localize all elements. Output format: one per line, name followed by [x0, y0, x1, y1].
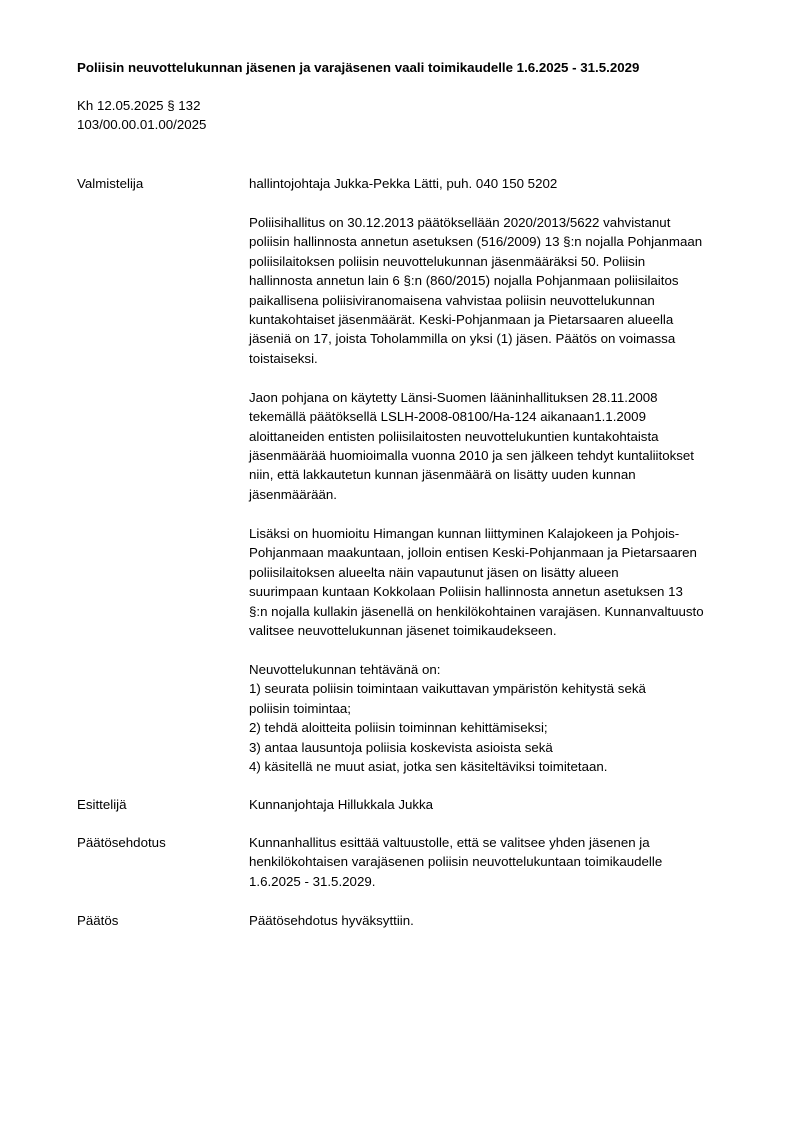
- text-line: poliisin toimintaa;: [249, 700, 351, 716]
- text-line: 3) antaa lausuntoja poliisia koskevista asioista sekä: [249, 739, 553, 755]
- meta-block: [77, 96, 477, 135]
- text-line: poliisilaitoksen poliisin neuvottelukunnan jäsenmääräksi 50. Poliisin: [249, 253, 646, 269]
- text-line: poliisilaitoksen alueelta näin vapautunut jäsen on lisätty alueen: [249, 564, 619, 580]
- text-line: 1) seurata poliisin toimintaan vaikuttavan ympäristön kehitystä sekä: [249, 681, 646, 697]
- text-line: hallinnosta annetun lain 6 §:n (860/2015) nojalla Pohjanmaan poliisilaitos: [249, 273, 679, 289]
- meeting-reference: Kh 12.05.2025 § 132: [77, 98, 201, 113]
- decision-line: Päätösehdotus hyväksyttiin.: [249, 913, 414, 928]
- text-line: Pohjanmaan maakuntaan, jolloin entisen Keski-Pohjanmaan ja Pietarsaaren: [249, 545, 697, 561]
- text-line: aloittaneiden entisten poliisilaitosten neuvottelukuntien kuntakohtaista: [249, 428, 659, 444]
- text-line: niin, että lakkautetun kunnan jäsenmäärä on lisätty uuden kunnan: [249, 467, 636, 483]
- paragraph-3: [249, 524, 759, 640]
- text-line: Jaon pohjana on käytetty Länsi-Suomen lääninhallituksen 28.11.2008: [249, 389, 658, 405]
- text-line: valitsee neuvottelukunnan jäsenet toimikaudekseen.: [249, 622, 557, 638]
- text-line: suurimpaan kuntaan Kokkolaan Poliisin hallinnosta annetun asetuksen 13: [249, 584, 683, 600]
- text-line: toistaiseksi.: [249, 350, 318, 366]
- section-content: [249, 174, 759, 796]
- text-line: poliisin hallinnosta annetun asetuksen (516/2009) 13 §:n nojalla Pohjanmaan: [249, 234, 703, 250]
- paragraph-2: [249, 388, 759, 504]
- text-line: tekemällä päätöksellä LSLH-2008-08100/Ha-124 aikanaan1.1.2009: [249, 409, 646, 425]
- text-line: jäsenmäärään.: [249, 486, 337, 502]
- text-line: jäsenmäärää huomioimalla vuonna 2010 ja sen jälkeen tehdyt kuntaliitokset: [249, 448, 694, 464]
- text-line: Neuvottelukunnan tehtävänä on:: [249, 661, 441, 677]
- text-line: kuntakohtaiset jäsenmäärät. Keski-Pohjanmaan ja Pietarsaaren alueella: [249, 312, 674, 328]
- text-line: 1.6.2025 - 31.5.2029.: [249, 873, 376, 889]
- presenter-line: Kunnanjohtaja Hillukkala Jukka: [249, 797, 434, 812]
- text-line: Lisäksi on huomioitu Himangan kunnan liittyminen Kalajokeen ja Pohjois-: [249, 525, 680, 541]
- case-number: 103/00.00.01.00/2025: [77, 117, 207, 133]
- document-title: Poliisin neuvottelukunnan jäsenen ja varajäsenen vaali toimikaudelle 1.6.2025 - 31.5.2029: [77, 60, 640, 75]
- preparer-line: hallintojohtaja Jukka-Pekka Lätti, puh. 040 150 5202: [249, 176, 558, 191]
- paragraph-1: [249, 213, 759, 368]
- text-line: 4) käsitellä ne muut asiat, jotka sen käsiteltäviksi toimitetaan.: [249, 758, 608, 774]
- section-label: Päätös: [77, 913, 119, 928]
- text-line: §:n nojalla kullakin jäsenellä on henkilökohtainen varajäsen. Kunnanvaltuusto: [249, 603, 704, 619]
- text-line: Kunnanhallitus esittää valtuustolle, että se valitsee yhden jäsenen ja: [249, 835, 650, 850]
- section-label: Päätösehdotus: [77, 835, 166, 850]
- paragraph-4-tasks: [249, 660, 759, 776]
- text-line: henkilökohtaisen varajäsenen poliisin neuvottelukuntaan toimikaudelle: [249, 854, 663, 870]
- section-content: [249, 795, 759, 814]
- section-content: [249, 911, 759, 930]
- section-content: [249, 833, 759, 891]
- text-line: 2) tehdä aloitteita poliisin toiminnan kehittämiseksi;: [249, 720, 548, 736]
- section-label: Valmistelija: [77, 176, 144, 191]
- text-line: jäseniä on 17, joista Toholammilla on yksi (1) jäsen. Päätös on voimassa: [249, 331, 676, 347]
- text-line: Poliisihallitus on 30.12.2013 päätöksellään 2020/2013/5622 vahvistanut: [249, 215, 671, 230]
- text-line: paikallisena poliisiviranomaisena vahvistaa poliisin neuvottelukunnan: [249, 292, 655, 308]
- section-label: Esittelijä: [77, 797, 127, 812]
